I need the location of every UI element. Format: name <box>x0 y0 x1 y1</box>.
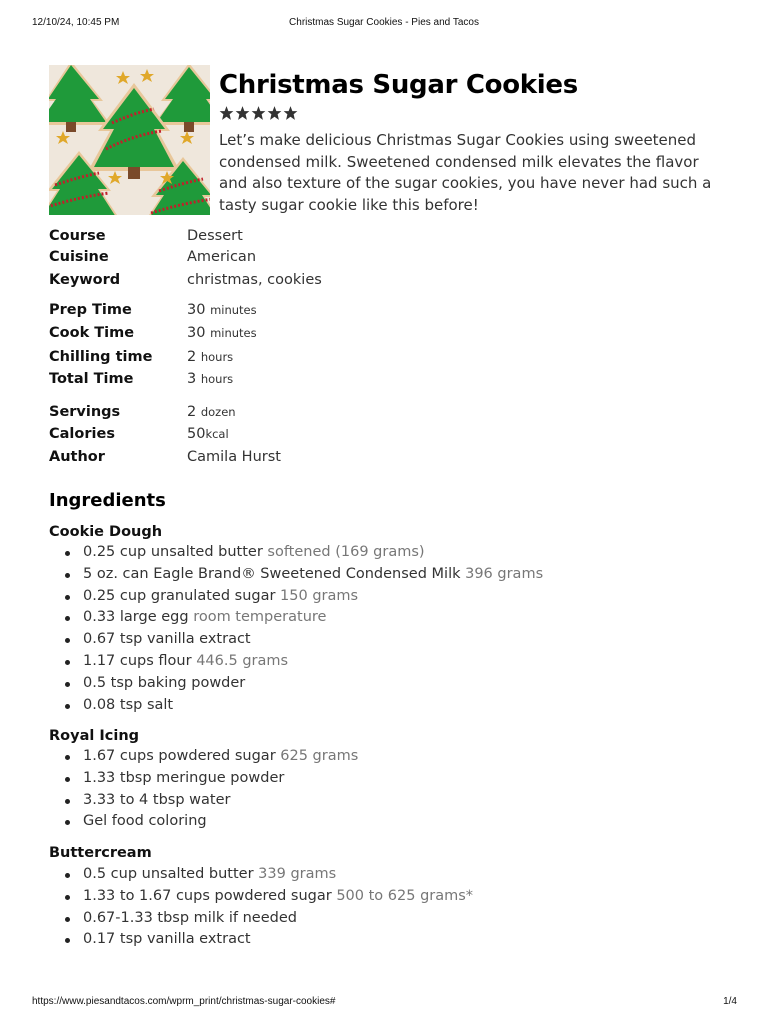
meta-label-calories: Calories <box>49 426 115 442</box>
ingredient-item: 1.17 cups flour 446.5 grams <box>49 651 729 673</box>
ingredient-list-royal-icing <box>49 746 729 833</box>
cook-time-unit: minutes <box>210 326 257 340</box>
ingredient-item: 5 oz. can Eagle Brand® Sweetened Condensed Milk 396 grams <box>49 564 729 586</box>
ingredient-item: 1.33 tbsp meringue powder <box>49 768 729 790</box>
chilling-time-amount: 2 <box>187 349 197 365</box>
meta-label-author: Author <box>49 449 105 465</box>
recipe-summary: Let’s make delicious Christmas Sugar Cookies using sweetened condensed milk. Sweetened condensed milk elevates the flavor and also texture of the sugar cookies, you have never had such a tasty sugar cookie like this before! <box>219 131 712 214</box>
star-icon <box>283 105 298 121</box>
calories-unit: kcal <box>205 427 229 441</box>
meta-label-cook-time: Cook Time <box>49 325 135 341</box>
ingredient-item: 0.5 cup unsalted butter 339 grams <box>49 864 729 886</box>
meta-value-chilling-time <box>187 349 233 365</box>
group-heading-cookie-dough: Cookie Dough <box>49 524 163 540</box>
ingredient-item: 0.08 tsp salt <box>49 695 729 717</box>
ingredient-item: 0.17 tsp vanilla extract <box>49 929 729 951</box>
meta-value-total-time <box>187 371 233 387</box>
ingredient-item: 0.33 large egg room temperature <box>49 607 729 629</box>
star-icon <box>219 105 234 121</box>
recipe-title: Christmas Sugar Cookies <box>219 70 578 100</box>
print-page-number: 1/4 <box>723 996 737 1007</box>
meta-value-calories <box>187 426 229 442</box>
prep-time-amount: 30 <box>187 302 206 318</box>
ingredient-item: 0.67 tsp vanilla extract <box>49 629 729 651</box>
ingredients-heading: Ingredients <box>49 490 166 511</box>
servings-amount: 2 <box>187 404 197 420</box>
ingredient-item: 3.33 to 4 tbsp water <box>49 790 729 812</box>
meta-label-keyword: Keyword <box>49 272 121 288</box>
servings-unit: dozen <box>200 405 236 419</box>
group-heading-buttercream: Buttercream <box>49 845 152 861</box>
star-icon <box>235 105 250 121</box>
meta-label-prep-time: Prep Time <box>49 302 132 318</box>
ingredient-item: Gel food coloring <box>49 811 729 833</box>
meta-label-total-time: Total Time <box>49 371 134 387</box>
cook-time-amount: 30 <box>187 325 206 341</box>
meta-value-prep-time <box>187 302 257 318</box>
ingredient-list-buttercream <box>49 864 729 951</box>
meta-value-author: Camila Hurst <box>187 449 281 465</box>
prep-time-unit: minutes <box>210 303 257 317</box>
rating-stars <box>219 105 298 121</box>
cookie-illustration <box>49 65 210 215</box>
meta-value-course: Dessert <box>187 228 243 244</box>
total-time-amount: 3 <box>187 371 197 387</box>
ingredient-item: 0.25 cup unsalted butter softened (169 grams) <box>49 542 729 564</box>
group-heading-royal-icing: Royal Icing <box>49 728 140 744</box>
meta-value-cook-time <box>187 325 257 341</box>
star-icon <box>267 105 282 121</box>
ingredient-item: 1.33 to 1.67 cups powdered sugar 500 to 625 grams* <box>49 886 729 908</box>
print-page-title: Christmas Sugar Cookies - Pies and Tacos <box>289 17 479 28</box>
meta-label-chilling-time: Chilling time <box>49 349 153 365</box>
meta-value-keyword: christmas, cookies <box>187 272 322 288</box>
meta-value-servings <box>187 404 236 420</box>
star-icon <box>251 105 266 121</box>
print-timestamp: 12/10/24, 10:45 PM <box>32 17 120 28</box>
meta-label-course: Course <box>49 228 106 244</box>
ingredient-list-cookie-dough <box>49 542 729 716</box>
ingredient-item: 1.67 cups powdered sugar 625 grams <box>49 746 729 768</box>
recipe-image <box>49 65 210 215</box>
total-time-unit: hours <box>200 372 234 386</box>
ingredient-item: 0.25 cup granulated sugar 150 grams <box>49 586 729 608</box>
chilling-time-unit: hours <box>200 350 234 364</box>
meta-value-cuisine: American <box>187 249 257 265</box>
print-url[interactable]: https://www.piesandtacos.com/wprm_print/christmas-sugar-cookies# <box>32 996 336 1007</box>
calories-amount: 50 <box>187 426 206 442</box>
meta-label-cuisine: Cuisine <box>49 249 109 265</box>
ingredient-item: 0.5 tsp baking powder <box>49 673 729 695</box>
meta-label-servings: Servings <box>49 404 121 420</box>
ingredient-item: 0.67-1.33 tbsp milk if needed <box>49 908 729 930</box>
